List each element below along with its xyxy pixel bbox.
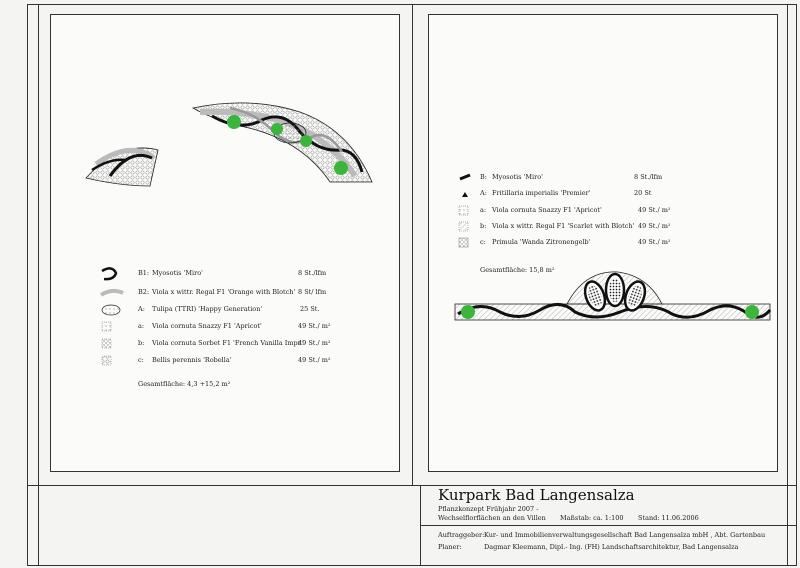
left-total-area: Gesamtfläche: 4,3 +15,2 m²: [138, 380, 231, 388]
long-border-bed: [455, 272, 770, 320]
dotted-square-icon: [100, 320, 124, 334]
legend-code: c:: [480, 238, 486, 246]
hatch-square-icon: [458, 220, 482, 234]
legend-code: A:: [138, 305, 145, 313]
legend-code: a:: [138, 322, 145, 330]
legend-qty: 8 St./lfm: [634, 173, 663, 181]
legend-row: [458, 223, 688, 235]
date-label: Stand: 11.06.2006: [638, 514, 699, 522]
legend-code: B2:: [138, 288, 150, 296]
triangle-icon: [458, 187, 482, 201]
right-total-area: Gesamtfläche: 15,8 m²: [480, 266, 555, 274]
cross-square-icon: [100, 337, 124, 351]
legend-name: Viola x wittr. Regal F1 'Orange with Blotch': [152, 288, 296, 296]
legend-name: Fritillaria imperialis 'Premier': [492, 189, 591, 197]
small-bed: [86, 148, 158, 186]
dotted-square-icon: [458, 204, 482, 218]
project-subtitle: Wechselflorflächen an den Villen: [438, 514, 546, 522]
legend-qty: 8 St./lfm: [298, 269, 327, 277]
project-title: Kurpark Bad Langensalza: [438, 486, 635, 504]
project-subtitle: Pflanzkonzept Frühjahr 2007 -: [438, 505, 539, 513]
legend-name: Viola cornuta Snazzy F1 'Apricot': [492, 206, 602, 214]
circle-square-icon: [100, 354, 124, 368]
left-legend: [100, 270, 340, 370]
legend-qty: 49 St./ m²: [638, 206, 671, 214]
legend-name: Viola cornuta Sorbet F1 'French Vanilla Impr.': [152, 339, 304, 347]
right-legend: [458, 174, 688, 254]
black-arc-icon: [100, 267, 124, 281]
legend-qty: 49 St./ m²: [298, 356, 331, 364]
legend-row: [100, 323, 340, 335]
legend-code: a:: [480, 206, 487, 214]
legend-qty: 49 St./ m²: [298, 322, 331, 330]
legend-row: [458, 239, 688, 251]
legend-row: [100, 289, 340, 301]
legend-name: Tulipa (TTRI) 'Happy Generation': [152, 305, 263, 313]
legend-qty: 25 St.: [300, 305, 320, 313]
grey-band-icon: [100, 286, 124, 300]
legend-name: Myosotis 'Miro': [492, 173, 543, 181]
client-label: Auftraggeber:: [438, 531, 485, 539]
legend-code: B:: [480, 173, 487, 181]
legend-row: [458, 207, 688, 219]
legend-code: b:: [138, 339, 145, 347]
legend-code: B1:: [138, 269, 150, 277]
legend-row: [458, 174, 688, 186]
legend-row: [100, 340, 340, 352]
legend-name: Myosotis 'Miro': [152, 269, 203, 277]
legend-qty: 49 St./ m²: [638, 238, 671, 246]
legend-row: [458, 190, 688, 202]
planner-label: Planer:: [438, 543, 462, 551]
legend-row: [100, 357, 340, 369]
legend-code: A:: [480, 189, 487, 197]
legend-name: Viola x wittr. Regal F1 'Scarlet with Blotch': [492, 222, 635, 230]
legend-name: Bellis perennis 'Robella': [152, 356, 232, 364]
legend-qty: 20 St: [634, 189, 652, 197]
legend-qty: 49 St./ m²: [638, 222, 671, 230]
black-dash-icon: [458, 171, 482, 185]
crosshatch-square-icon: [458, 236, 482, 250]
legend-code: b:: [480, 222, 487, 230]
scale-label: Maßstab: ca. 1:100: [560, 514, 624, 522]
legend-row: [100, 270, 340, 282]
planner-value: Dagmar Kleemann, Dipl.- Ing. (FH) Landschaftsarchitektur, Bad Langensalza: [484, 543, 739, 551]
legend-name: Viola cornuta Snazzy F1 'Apricot': [152, 322, 262, 330]
legend-row: [100, 306, 340, 318]
crescent-bed: [193, 103, 372, 182]
legend-qty: 8 St/ lfm: [298, 288, 327, 296]
legend-name: Primula 'Wanda Zitronengelb': [492, 238, 591, 246]
tulip-dots-icon: [100, 303, 124, 317]
client-value: Kur- und Immobilienverwaltungsgesellschaft Bad Langensalza mbH , Abt. Gartenbau: [484, 531, 766, 539]
legend-code: c:: [138, 356, 144, 364]
legend-qty: 49 St./ m²: [298, 339, 331, 347]
